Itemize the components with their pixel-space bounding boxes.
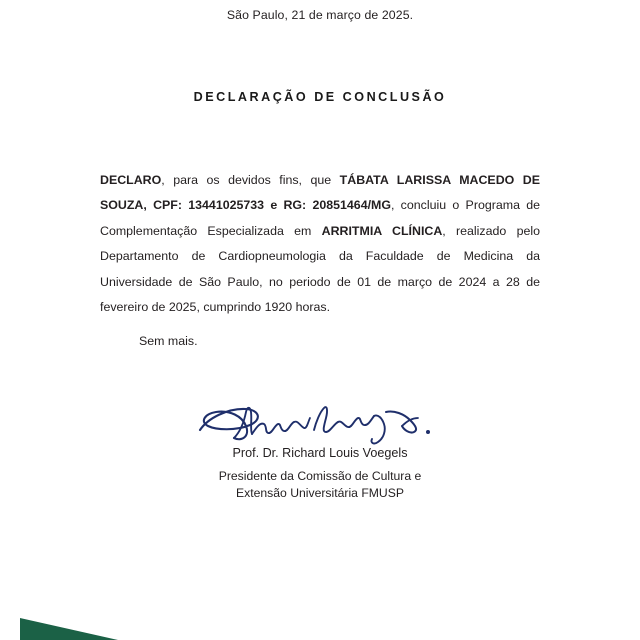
signature-block (0, 396, 640, 501)
page-title: DECLARAÇÃO DE CONCLUSÃO (193, 90, 447, 104)
program-name: ARRITMIA CLÍNICA (321, 223, 443, 238)
body-segment-4: , concluiu o Programa de Complementação Especializada em (100, 198, 540, 238)
body-segment-5: , realizado pelo Departamento de Cardiopneumologia da Faculdade de Medicina da Universidade de São Paulo, no periodo de 01 de março de 2024 a 28 de fevereiro de 2025, cumprindo 1920 horas. (100, 223, 540, 315)
signature-dot (426, 430, 430, 434)
body-segment-2: , CPF: (143, 198, 189, 213)
closing-text: Sem mais. (139, 334, 198, 348)
date-line: São Paulo, 21 de março de 2025. (226, 8, 414, 22)
signatory-role (0, 468, 640, 501)
signatory-role-line-1: Presidente da Comissão de Cultura e (218, 469, 422, 483)
declaration-body (100, 168, 540, 320)
rg-value: 20851464/MG (312, 198, 391, 213)
signatory-role-line-2: Extensão Universitária FMUSP (236, 485, 404, 500)
student-name: TÁBATA LARISSA MACEDO DE SOUZA (100, 173, 540, 213)
declaro-lead: DECLARO (100, 173, 162, 187)
body-segment-3: e RG: (264, 198, 313, 213)
declaration-paragraph (100, 168, 540, 320)
cpf-value: 13441025733 (188, 198, 265, 213)
handwritten-signature (190, 396, 450, 448)
body-segment-1: , para os devidos fins, que (161, 173, 340, 187)
signatory-name: Prof. Dr. Richard Louis Voegels (232, 446, 408, 460)
green-corner-wedge (0, 596, 130, 640)
